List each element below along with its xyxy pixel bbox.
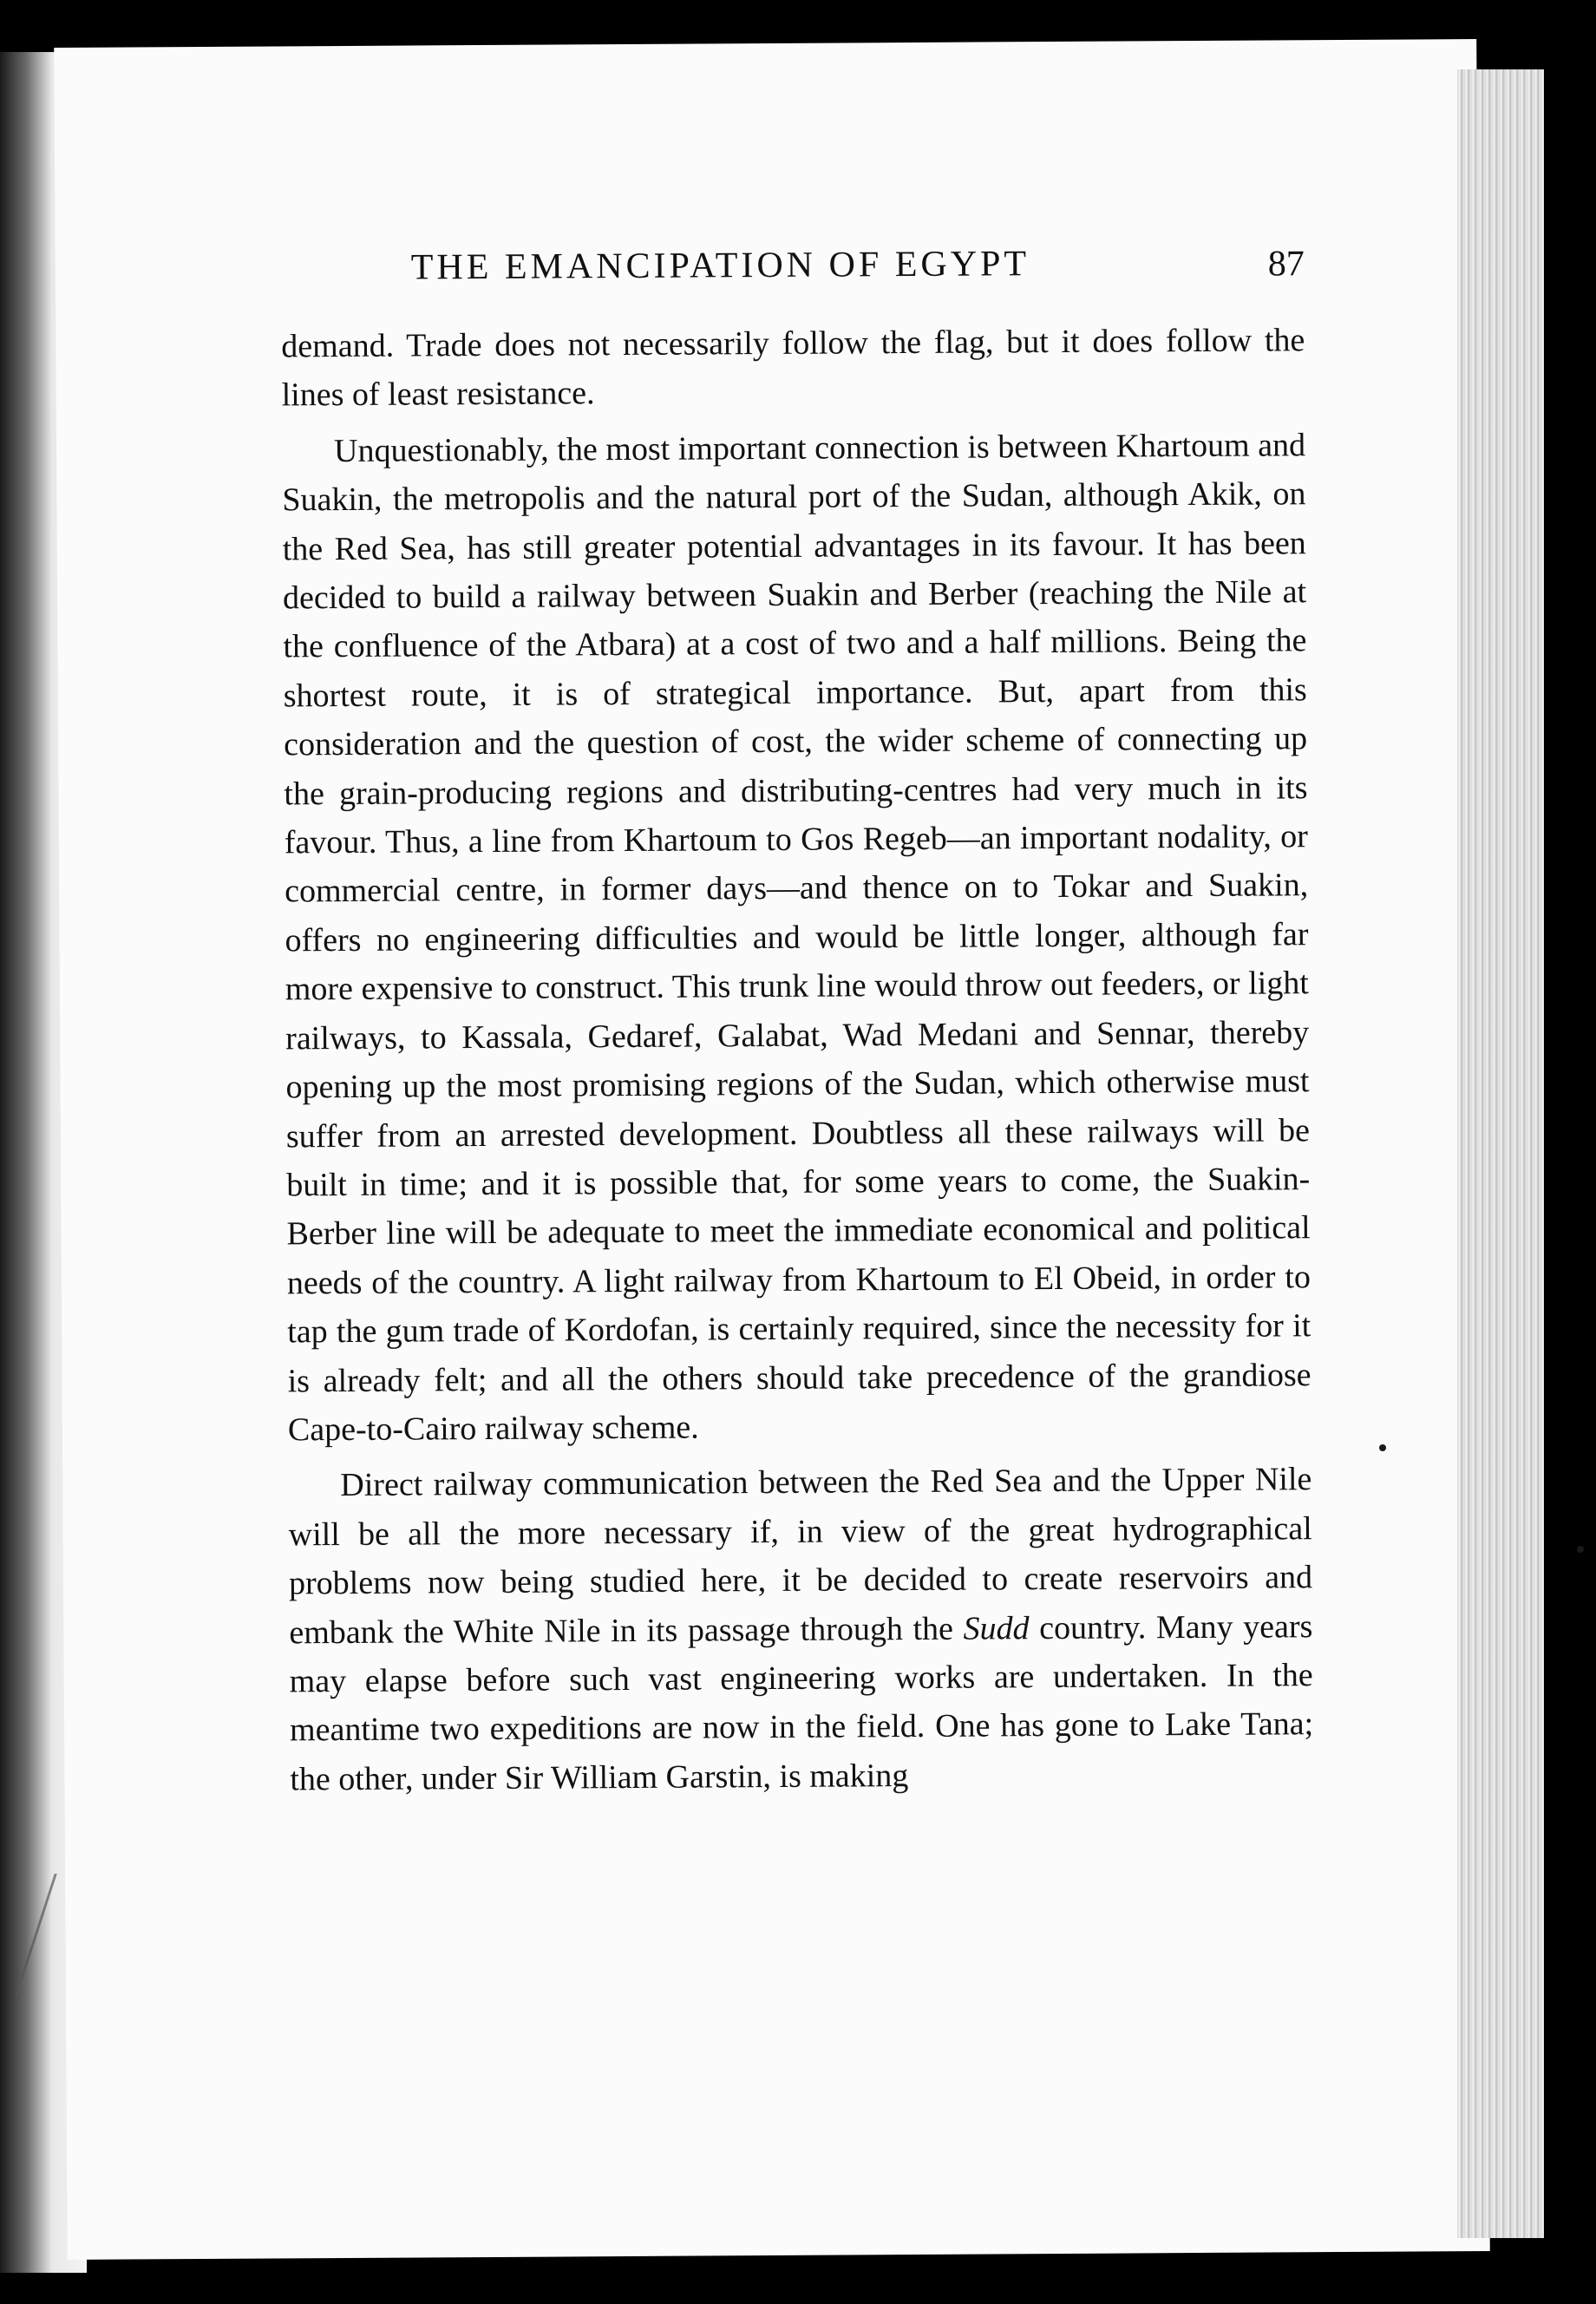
- book-page: [54, 39, 1490, 2260]
- paragraph-3-part-a: Direct railway communication between the Red Sea and the Upper Nile will be all the more necessary if, in view of the great hydrographical problems now being studied here, it be decided to create reservoirs and embank the White Nile in its passage through the: [288, 1461, 1313, 1651]
- paragraph-3-italic-term: Sudd: [963, 1609, 1030, 1647]
- paragraph-3: [288, 1456, 1313, 1804]
- running-title: THE EMANCIPATION OF EGYPT: [410, 244, 1030, 288]
- page-number: 87: [1267, 244, 1305, 285]
- paragraph-3-part-b: country. Many years may elapse before such vast engineering works are undertaken. In the meantime two expeditions are now in the field. One has gone to Lake Tana; the other, under Sir William Garstin, is making: [289, 1607, 1314, 1798]
- paragraph-2: Unquestionably, the most important connection is between Khartoum and Suakin, the metropolis and the natural port of the Sudan, although Akik, on the Red Sea, has still greater potential advantages in its favour. It has been decided to build a railway between Suakin and Berber (reaching the Nile at the confluence of the Atbara) at a cost of two and a half millions. Being the shortest route, it is of strategical importance. But, apart from this consideration and the question of cost, the wider scheme of connecting up the grain-producing regions and distributing-centres had very much in its favour. Thus, a line from Khartoum to Gos Regeb—an important nodality, or commercial centre, in former days—and thence on to Tokar and Suakin, offers no engineering difficulties and would be little longer, although far more expensive to construct. This trunk line would throw out feeders, or light railways, to Kassala, Gedaref, Galabat, Wad Medani and Sennar, thereby opening up the most promising regions of the Sudan, which otherwise must suffer from an arrested development. Doubtless all these railways will be built in time; and it is possible that, for some years to come, the Suakin-Berber line will be adequate to meet the immediate economical and political needs of the country. A light railway from Khartoum to El Obeid, in order to tap the gum trade of Kordofan, is certainly required, since the necessity for it is already felt; and all the others should take precedence of the grandiose Cape-to-Cairo railway scheme.: [282, 427, 1311, 1449]
- edge-speck: [1577, 1546, 1584, 1553]
- margin-speck: [1379, 1444, 1386, 1451]
- body-text: [281, 316, 1313, 1803]
- page-header: [298, 213, 1304, 289]
- page-edge-stack: [1457, 69, 1544, 2238]
- paragraph-1: demand. Trade does not necessarily follow the flag, but it does follow the lines of least resistance.: [281, 322, 1305, 414]
